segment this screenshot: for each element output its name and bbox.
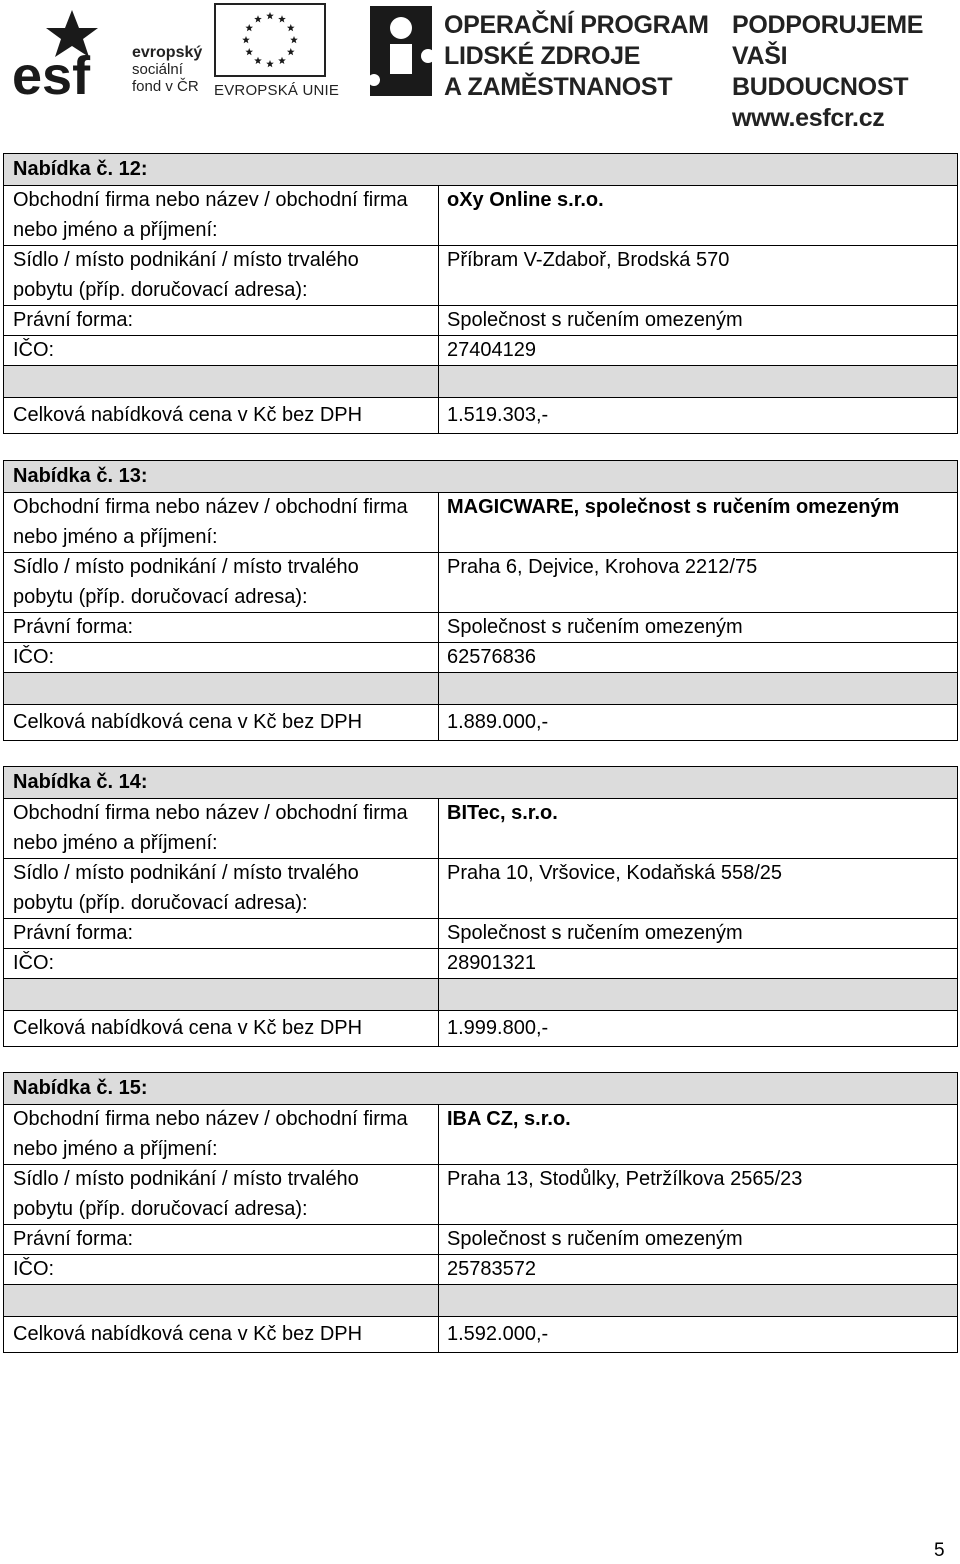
legal-form-value: Společnost s ručením omezeným: [447, 616, 743, 638]
legal-form-label: Právní forma:: [4, 919, 439, 948]
address-value: Praha 13, Stodůlky, Petržílkova 2565/23: [447, 1168, 803, 1190]
address-label-line-2: pobytu (příp. doručovací adresa):: [13, 278, 308, 301]
company-row: [4, 798, 957, 858]
slogan-url: www.esfcr.cz: [732, 104, 885, 132]
offer-title: Nabídka č. 14:: [13, 771, 148, 793]
ico-label: IČO:: [4, 336, 439, 365]
spacer-row: [4, 1284, 957, 1316]
company-label: [4, 799, 439, 858]
offer-table: [3, 153, 958, 434]
address-label: [4, 859, 439, 918]
address-row: [4, 1164, 957, 1224]
address-row: [4, 245, 957, 305]
ico-value: 62576836: [447, 646, 536, 668]
address-label: [4, 553, 439, 612]
company-label-line-1: Obchodní firma nebo název / obchodní firma: [13, 1108, 408, 1130]
legal-form-row: [4, 1224, 957, 1254]
company-label: [4, 186, 439, 245]
page-number: 5: [934, 1540, 945, 1561]
offer-title: Nabídka č. 12:: [13, 158, 148, 180]
ico-label: IČO:: [4, 643, 439, 672]
slogan-line-2: VAŠI BUDOUCNOST: [732, 42, 909, 101]
esf-line-1: evropský: [132, 44, 203, 61]
spacer-row: [4, 978, 957, 1010]
offer-table: [3, 1072, 958, 1353]
price-value: 1.889.000,-: [447, 711, 549, 733]
eu-caption: EVROPSKÁ UNIE: [214, 82, 340, 99]
spacer-label: [4, 366, 439, 397]
offer-title-row: [4, 767, 957, 798]
company-label-line-1: Obchodní firma nebo název / obchodní firma: [13, 496, 408, 518]
ico-row: [4, 1254, 957, 1284]
op-puzzle-logo: [366, 2, 436, 100]
eu-flag-logo: [214, 3, 326, 77]
price-value: 1.519.303,-: [447, 404, 549, 426]
spacer-row: [4, 672, 957, 704]
legal-form-row: [4, 612, 957, 642]
spacer-row: [4, 365, 957, 397]
company-row: [4, 185, 957, 245]
ico-row: [4, 948, 957, 978]
ico-label: IČO:: [4, 1255, 439, 1284]
company-label-line-1: Obchodní firma nebo název / obchodní firma: [13, 189, 408, 211]
company-label-line-2: nebo jméno a příjmení:: [13, 218, 218, 241]
address-label-line-2: pobytu (příp. doručovací adresa):: [13, 1197, 308, 1220]
offer-title-row: [4, 1073, 957, 1104]
price-row: [4, 397, 957, 433]
price-label: Celková nabídková cena v Kč bez DPH: [4, 1317, 439, 1352]
address-label-line-1: Sídlo / místo podnikání / místo trvalého: [13, 1168, 359, 1190]
offer-title-row: [4, 154, 957, 185]
company-value: oXy Online s.r.o.: [447, 189, 604, 211]
spacer-value: [439, 979, 957, 1010]
legal-form-value: Společnost s ručením omezeným: [447, 1228, 743, 1250]
ico-row: [4, 642, 957, 672]
page-header: [0, 0, 960, 132]
address-value: Praha 10, Vršovice, Kodaňská 558/25: [447, 862, 783, 884]
ico-label: IČO:: [4, 949, 439, 978]
legal-form-label: Právní forma:: [4, 1225, 439, 1254]
legal-form-label: Právní forma:: [4, 613, 439, 642]
puzzle-person-icon: [366, 2, 436, 100]
slogan-line-1: PODPORUJEME: [732, 11, 924, 39]
address-label-line-2: pobytu (příp. doručovací adresa):: [13, 891, 308, 914]
company-row: [4, 492, 957, 552]
company-row: [4, 1104, 957, 1164]
op-line-1: OPERAČNÍ PROGRAM: [444, 11, 709, 39]
offer-table: [3, 460, 958, 741]
company-value: MAGICWARE, společnost s ručením omezeným: [447, 496, 900, 518]
address-value: Praha 6, Dejvice, Krohova 2212/75: [447, 556, 758, 578]
price-row: [4, 1316, 957, 1352]
spacer-value: [439, 366, 957, 397]
op-line-3: A ZAMĚSTNANOST: [444, 73, 673, 101]
spacer-label: [4, 673, 439, 704]
address-value: Příbram V-Zdaboř, Brodská 570: [447, 249, 730, 271]
legal-form-row: [4, 305, 957, 335]
spacer-value: [439, 1285, 957, 1316]
offer-title: Nabídka č. 15:: [13, 1077, 148, 1099]
address-row: [4, 552, 957, 612]
ico-row: [4, 335, 957, 365]
company-label-line-2: nebo jméno a příjmení:: [13, 831, 218, 854]
op-line-2: LIDSKÉ ZDROJE: [444, 42, 641, 70]
company-label-line-2: nebo jméno a příjmení:: [13, 1137, 218, 1160]
address-label: [4, 246, 439, 305]
esf-caption: [132, 44, 202, 95]
address-label-line-1: Sídlo / místo podnikání / místo trvalého: [13, 862, 359, 884]
address-label: [4, 1165, 439, 1224]
company-value: BITec, s.r.o.: [447, 802, 558, 824]
address-label-line-1: Sídlo / místo podnikání / místo trvalého: [13, 249, 359, 271]
esf-logo: [10, 6, 130, 98]
ico-value: 27404129: [447, 339, 536, 361]
price-value: 1.592.000,-: [447, 1323, 549, 1345]
offer-table: [3, 766, 958, 1047]
price-value: 1.999.800,-: [447, 1017, 549, 1039]
address-label-line-2: pobytu (příp. doručovací adresa):: [13, 585, 308, 608]
legal-form-row: [4, 918, 957, 948]
spacer-value: [439, 673, 957, 704]
spacer-label: [4, 1285, 439, 1316]
offer-title: Nabídka č. 13:: [13, 465, 148, 487]
spacer-label: [4, 979, 439, 1010]
price-label: Celková nabídková cena v Kč bez DPH: [4, 398, 439, 433]
legal-form-value: Společnost s ručením omezeným: [447, 922, 743, 944]
price-row: [4, 704, 957, 740]
esf-star-icon: [10, 6, 130, 98]
address-label-line-1: Sídlo / místo podnikání / místo trvalého: [13, 556, 359, 578]
company-label-line-1: Obchodní firma nebo název / obchodní firma: [13, 802, 408, 824]
address-row: [4, 858, 957, 918]
ico-value: 28901321: [447, 952, 536, 974]
ico-value: 25783572: [447, 1258, 536, 1280]
op-program-title: [444, 10, 709, 103]
company-value: IBA CZ, s.r.o.: [447, 1108, 571, 1130]
company-label-line-2: nebo jméno a příjmení:: [13, 525, 218, 548]
company-label: [4, 493, 439, 552]
offer-title-row: [4, 461, 957, 492]
esf-line-3: fond v ČR: [132, 78, 199, 95]
company-label: [4, 1105, 439, 1164]
legal-form-label: Právní forma:: [4, 306, 439, 335]
esf-line-2: sociální: [132, 61, 183, 78]
esf-mark-text: esf: [12, 46, 91, 98]
price-label: Celková nabídková cena v Kč bez DPH: [4, 705, 439, 740]
price-row: [4, 1010, 957, 1046]
price-label: Celková nabídková cena v Kč bez DPH: [4, 1011, 439, 1046]
eu-stars-icon: [216, 5, 324, 75]
legal-form-value: Společnost s ručením omezeným: [447, 309, 743, 331]
slogan: [732, 10, 960, 134]
